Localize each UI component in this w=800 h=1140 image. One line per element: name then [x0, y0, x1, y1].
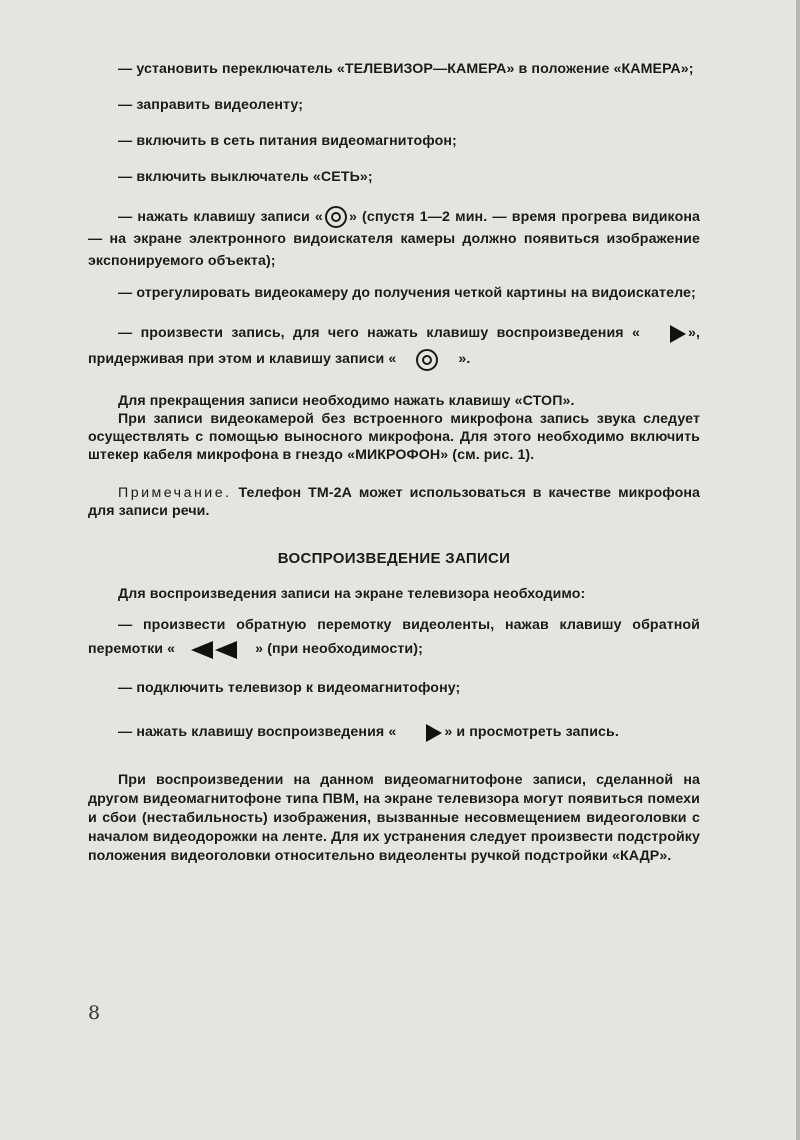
instruction-item [88, 320, 700, 372]
playback-intro: Для воспроизведения записи на экране телевизора необходимо: [118, 586, 586, 603]
instruction-item: — включить в сеть питания видеомагнитофон; [118, 133, 457, 149]
record-icon [325, 206, 347, 228]
item-text: — нажать клавишу записи « [118, 209, 323, 225]
paragraph-microphone: При записи видеокамерой без встроенного микрофона запись звука следует осуществлять с помощью выносного микрофона. Для этого необходимо включить штекер кабеля микрофона в гнездо «МИКРОФОН» (см. рис. 1). [88, 411, 700, 464]
note-text: Телефон ТМ-2А может использоваться в качестве микрофона для записи речи. [88, 485, 700, 520]
instruction-item: — подключить телевизор к видеомагнитофону; [118, 680, 461, 697]
paragraph-stop: Для прекращения записи необходимо нажать клавишу «СТОП». [118, 393, 575, 410]
item-text: — нажать клавишу воспроизведения « [118, 724, 397, 741]
item-text: », придерживая при этом и клавишу записи « [88, 325, 700, 368]
note [88, 484, 700, 520]
instruction-item [88, 206, 700, 272]
rewind-icon [191, 641, 239, 659]
item-text: — произвести запись, для чего нажать клавишу воспроизведения « [118, 325, 640, 342]
item-text: ». [458, 351, 471, 368]
item-text: » (при необходимости); [255, 641, 423, 658]
note-label: Примечание. [118, 485, 232, 502]
section-heading: ВОСПРОИЗВЕДЕНИЕ ЗАПИСИ [277, 550, 511, 568]
page-number: 8 [88, 1002, 101, 1024]
instruction-item: — отрегулировать видеокамеру до получения четкой картины на видоискателе; [118, 285, 696, 302]
page-content [88, 60, 700, 866]
instruction-item: — заправить видеоленту; [118, 97, 304, 113]
record-icon [416, 349, 438, 371]
play-icon [426, 724, 442, 742]
item-text: — произвести обратную перемотку видеоленты, нажав клавишу обратной перемотки « [88, 617, 700, 658]
instruction-item: — установить переключатель «ТЕЛЕВИЗОР—КАМЕРА» в положение «КАМЕРА»; [118, 61, 694, 77]
item-text: » и просмотреть запись. [444, 724, 619, 741]
instruction-item [88, 613, 700, 661]
instruction-item: — включить выключатель «СЕТЬ»; [118, 169, 373, 185]
item-text: » (спустя 1—2 мин. — время прогрева видикона — на экране электронного видоискателя камеры должно появиться изображение экспонируемого объекта); [88, 209, 700, 270]
paragraph-other-recordings: При воспроизведении на данном видеомагнитофоне записи, сделанной на другом видеомагнитофоне типа ПВМ, на экране телевизора могут появиться помехи и сбои (нестабильность) изображения, вызванные несовмещением видеоголовки с началом видеодорожки на ленте. Для их устранения следует произвести подстройку положения видеоголовки относительно видеоленты ручкой подстройки «КАДР». [88, 772, 700, 865]
play-icon [670, 325, 686, 343]
instruction-item [88, 721, 700, 743]
